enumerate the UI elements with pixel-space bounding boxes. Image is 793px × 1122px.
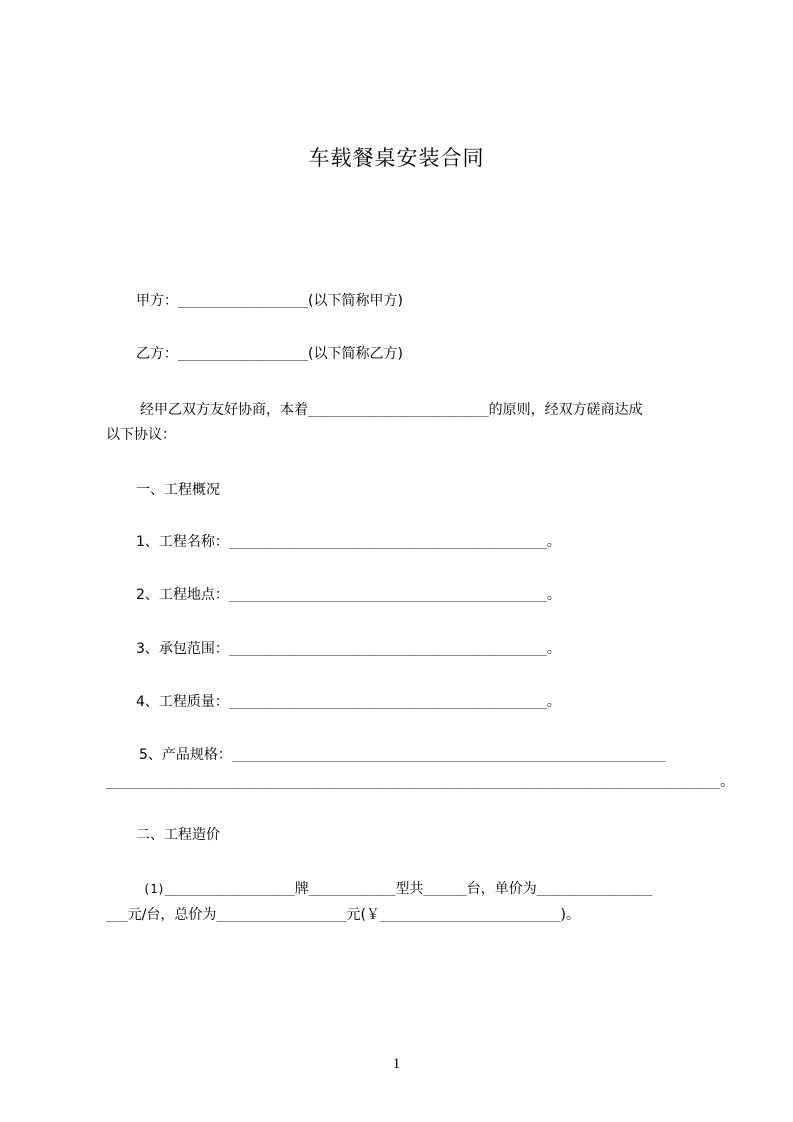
- closing-text: )。: [560, 907, 581, 923]
- item-label: 5、产品规格：: [139, 747, 232, 763]
- party-a-label: 甲方：: [136, 293, 178, 309]
- price-line-1: [143, 879, 652, 899]
- total-price-blank: __________________: [216, 908, 347, 922]
- total-price-text: 元/台，总价为: [127, 907, 217, 923]
- item-label: 4、工程质量：: [136, 694, 229, 710]
- party-a-suffix: (以下简称甲方): [308, 293, 403, 309]
- item-contract-scope: [136, 639, 561, 659]
- item-end: 。: [546, 641, 561, 657]
- item-end: 。: [720, 774, 735, 790]
- amount-blank: _________________________: [379, 908, 561, 922]
- unit-price-text: 台，单价为: [466, 881, 537, 897]
- intro-blank: _________________________: [308, 403, 489, 417]
- intro-end: 的原则，经双方磋商达成: [488, 402, 643, 418]
- item-product-spec-line-1: [139, 745, 665, 765]
- price-item-number: (1): [143, 882, 165, 896]
- unit-price-blank-cont: ___: [106, 908, 128, 922]
- item-blank: ____________________________________________: [228, 535, 547, 549]
- item-blank: _____________________________________________________________________________________: [106, 775, 721, 789]
- section-1-heading: 一、工程概况: [136, 482, 220, 498]
- item-project-location: [136, 585, 561, 605]
- item-end: 。: [546, 587, 561, 603]
- document-title: 车载餐桌安装合同: [308, 146, 485, 170]
- item-blank: ____________________________________________: [228, 642, 547, 656]
- page-number: 1: [392, 1056, 401, 1072]
- brand-blank: __________________: [164, 882, 295, 896]
- item-label: 2、工程地点：: [136, 587, 229, 603]
- intro-line-1: [140, 400, 643, 420]
- item-label: 1、工程名称：: [136, 534, 229, 550]
- intro-line-2: 以下协议：: [106, 427, 176, 443]
- quantity-blank: ______: [423, 882, 467, 896]
- party-a-blank: __________________: [178, 294, 309, 308]
- unit-price-blank: ________________: [536, 882, 653, 896]
- item-blank: ____________________________________________: [228, 695, 547, 709]
- party-b-line: [136, 344, 403, 364]
- section-2-heading: 二、工程造价: [136, 827, 220, 843]
- item-project-name: [136, 532, 561, 552]
- party-b-blank: __________________: [178, 347, 309, 361]
- item-end: 。: [546, 534, 561, 550]
- item-label: 3、承包范围：: [136, 641, 229, 657]
- item-blank: ____________________________________________: [228, 588, 547, 602]
- party-b-label: 乙方：: [136, 346, 178, 362]
- party-a-line: [136, 291, 403, 311]
- item-product-spec-line-2: [106, 772, 734, 792]
- brand-text: 牌: [294, 881, 309, 897]
- model-text: 型共: [395, 881, 424, 897]
- item-project-quality: [136, 692, 561, 712]
- item-blank: ____________________________________________________________: [231, 748, 666, 762]
- party-b-suffix: (以下简称乙方): [308, 346, 403, 362]
- price-line-2: [106, 905, 580, 925]
- yuan-text: 元(￥: [346, 907, 380, 923]
- model-blank: ____________: [308, 882, 396, 896]
- intro-start: 经甲乙双方友好协商，本着: [140, 402, 308, 418]
- item-end: 。: [546, 694, 561, 710]
